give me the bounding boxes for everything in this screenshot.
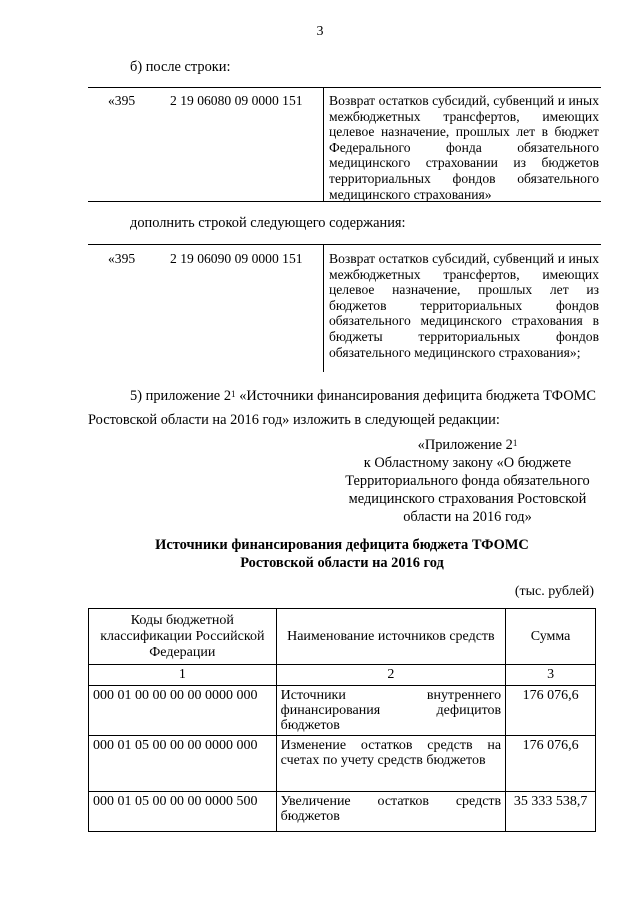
item-5-lead: 5) приложение 2 <box>130 388 232 404</box>
row-code: 000 01 05 00 00 00 0000 500 <box>89 792 277 832</box>
row-name: Увеличение остатков средств бюджетов <box>276 792 506 832</box>
header-name: Наименование источников средств <box>276 609 506 665</box>
row2-code1: «395 <box>108 251 136 266</box>
row-name: Источники внутреннего финансирования дефицитов бюджетов <box>276 686 506 736</box>
row1-code1: «395 <box>108 93 136 108</box>
appendix-line-3: медицинского страхования Ростовской <box>348 491 587 507</box>
row-sum: 176 076,6 <box>506 686 596 736</box>
item-b-label: б) после строки: <box>130 59 231 75</box>
sources-table <box>88 608 596 832</box>
header-sum: Сумма <box>506 609 596 665</box>
table-header-row <box>89 609 596 665</box>
appendix-line-2: Территориального фонда обязательного <box>345 473 590 489</box>
rule-top-2 <box>88 244 601 245</box>
add-line: дополнить строкой следующего содержания: <box>130 215 406 231</box>
table-row <box>89 736 596 792</box>
table-row <box>89 686 596 736</box>
col-number-1: 1 <box>89 665 277 686</box>
item-5-sup: 1 <box>231 389 236 399</box>
rule-divider-2 <box>323 244 324 372</box>
row2-code2: 2 19 06090 09 0000 151 <box>170 251 303 266</box>
units-label: (тыс. рублей) <box>514 584 594 599</box>
rule-divider-1 <box>323 87 324 201</box>
appendix-block <box>330 436 605 526</box>
appendix-line-1: к Областному закону «О бюджете <box>363 455 572 471</box>
page-number: 3 <box>316 24 324 39</box>
row-name: Изменение остатков средств на счетах по учету средств бюджетов <box>276 736 506 792</box>
appendix-title: «Приложение $2^1$ <box>417 437 518 453</box>
row-code: 000 01 00 00 00 00 0000 000 <box>89 686 277 736</box>
section-heading <box>88 536 596 572</box>
heading-line-1: Источники финансирования дефицита бюджета ТФОМС <box>155 537 529 553</box>
header-codes: Коды бюджетной классификации Российской Федерации <box>89 609 277 665</box>
rule-top-1 <box>88 87 601 88</box>
table-number-row <box>89 665 596 686</box>
row1-code2: 2 19 06080 09 0000 151 <box>170 93 303 108</box>
row1-description: Возврат остатков субсидий, субвенций и иных межбюджетных трансфертов, имеющих целевое назначение, прошлых лет в бюджет Федерального фонда обязательного медицинского страховании из бюджетов территориальных фондов обязательного медицинского страхования» <box>329 93 599 202</box>
appendix-line-4: области на 2016 год» <box>403 509 532 525</box>
item-5-paragraph <box>88 384 596 432</box>
row-code: 000 01 05 00 00 00 0000 000 <box>89 736 277 792</box>
row-sum: 35 333 538,7 <box>506 792 596 832</box>
row-sum: 176 076,6 <box>506 736 596 792</box>
col-number-3: 3 <box>506 665 596 686</box>
row2-description: Возврат остатков субсидий, субвенций и иных межбюджетных трансфертов, имеющих целевое назначение, прошлых лет из бюджетов территориальных фондов обязательного медицинского страхования в бюджеты территориальных фондов обязательного медицинского страхования»; <box>329 251 599 360</box>
col-number-2: 2 <box>276 665 506 686</box>
heading-line-2: Ростовской области на 2016 год <box>240 555 444 571</box>
item-5-rest: «Источники финансирования дефицита бюджета ТФОМС Ростовской области на 2016 год» изложить в следующей редакции: <box>88 388 596 428</box>
table-row <box>89 792 596 832</box>
